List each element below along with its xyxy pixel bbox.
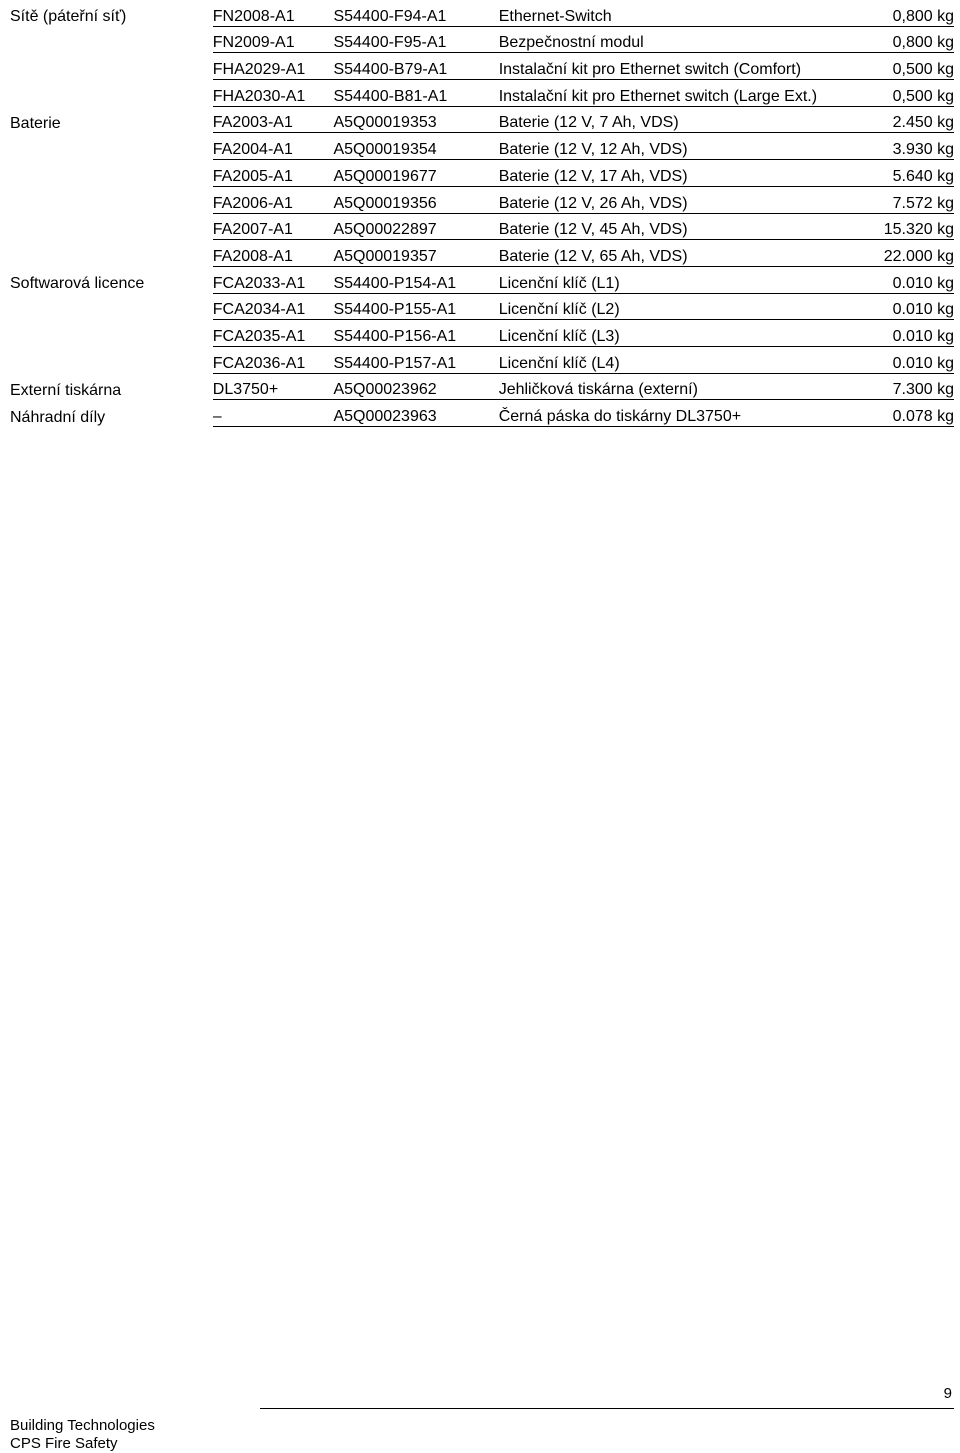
category-cell: Baterie bbox=[10, 114, 61, 132]
category-cell bbox=[10, 53, 213, 80]
category-cell: Náhradní díly bbox=[10, 408, 106, 426]
footer-company: Building Technologies bbox=[10, 1417, 155, 1434]
weight-cell: 0.010 kg bbox=[855, 266, 954, 293]
part-number-cell: A5Q00019353 bbox=[333, 106, 498, 133]
weight-cell: 15.320 kg bbox=[855, 213, 954, 240]
order-code-cell: FCA2033-A1 bbox=[213, 266, 334, 293]
weight-cell: 0.010 kg bbox=[855, 293, 954, 320]
weight-cell: 0.078 kg bbox=[855, 400, 954, 427]
part-number-cell: A5Q00019354 bbox=[333, 133, 498, 160]
order-code-cell: FA2006-A1 bbox=[213, 186, 334, 213]
table-row bbox=[10, 80, 954, 107]
order-code-cell: FN2008-A1 bbox=[213, 0, 334, 26]
category-cell bbox=[10, 213, 213, 240]
weight-cell: 3.930 kg bbox=[855, 133, 954, 160]
table-row bbox=[10, 373, 954, 400]
order-code-cell: FA2004-A1 bbox=[213, 133, 334, 160]
description-cell: Baterie (12 V, 12 Ah, VDS) bbox=[499, 133, 855, 160]
weight-cell: 5.640 kg bbox=[855, 160, 954, 187]
weight-cell: 0.010 kg bbox=[855, 346, 954, 373]
description-cell: Baterie (12 V, 7 Ah, VDS) bbox=[499, 106, 855, 133]
weight-cell: 0,500 kg bbox=[855, 53, 954, 80]
weight-cell: 0,800 kg bbox=[855, 0, 954, 26]
description-cell: Černá páska do tiskárny DL3750+ bbox=[499, 400, 855, 427]
description-cell: Jehličková tiskárna (externí) bbox=[499, 373, 855, 400]
table-row bbox=[10, 400, 954, 427]
weight-cell: 2.450 kg bbox=[855, 106, 954, 133]
order-code-cell: FCA2035-A1 bbox=[213, 320, 334, 347]
part-number-cell: A5Q00023963 bbox=[333, 400, 498, 427]
table-row bbox=[10, 53, 954, 80]
part-number-cell: S54400-P154-A1 bbox=[333, 266, 498, 293]
table-row bbox=[10, 266, 954, 293]
order-code-cell: FA2008-A1 bbox=[213, 240, 334, 267]
table-row bbox=[10, 293, 954, 320]
part-number-cell: A5Q00022897 bbox=[333, 213, 498, 240]
part-number-cell: A5Q00023962 bbox=[333, 373, 498, 400]
table-row bbox=[10, 186, 954, 213]
parts-table-body bbox=[10, 0, 954, 427]
part-number-cell: S54400-B81-A1 bbox=[333, 80, 498, 107]
table-row bbox=[10, 0, 954, 26]
order-code-cell: FA2005-A1 bbox=[213, 160, 334, 187]
order-code-cell: FCA2034-A1 bbox=[213, 293, 334, 320]
order-code-cell: FHA2030-A1 bbox=[213, 80, 334, 107]
table-row bbox=[10, 160, 954, 187]
part-number-cell: S54400-P157-A1 bbox=[333, 346, 498, 373]
category-cell bbox=[10, 133, 213, 160]
description-cell: Instalační kit pro Ethernet switch (Large Ext.) bbox=[499, 80, 855, 107]
footer-divider bbox=[260, 1408, 954, 1409]
order-code-cell: DL3750+ bbox=[213, 373, 334, 400]
part-number-cell: A5Q00019356 bbox=[333, 186, 498, 213]
description-cell: Ethernet-Switch bbox=[499, 0, 855, 26]
weight-cell: 22.000 kg bbox=[855, 240, 954, 267]
table-row bbox=[10, 106, 954, 133]
order-code-cell: – bbox=[213, 400, 334, 427]
category-cell bbox=[10, 293, 213, 320]
footer-division: CPS Fire Safety bbox=[10, 1435, 118, 1452]
category-cell bbox=[10, 320, 213, 347]
page-number: 9 bbox=[943, 1385, 952, 1402]
description-cell: Baterie (12 V, 45 Ah, VDS) bbox=[499, 213, 855, 240]
category-cell: Sítě (páteřní síť) bbox=[10, 8, 127, 26]
table-row bbox=[10, 133, 954, 160]
description-cell: Licenční klíč (L1) bbox=[499, 266, 855, 293]
part-number-cell: S54400-F94-A1 bbox=[333, 0, 498, 26]
description-cell: Instalační kit pro Ethernet switch (Comfort) bbox=[499, 53, 855, 80]
description-cell: Baterie (12 V, 17 Ah, VDS) bbox=[499, 160, 855, 187]
category-cell: Softwarová licence bbox=[10, 275, 145, 293]
weight-cell: 7.300 kg bbox=[855, 373, 954, 400]
part-number-cell: S54400-P155-A1 bbox=[333, 293, 498, 320]
table-row bbox=[10, 26, 954, 53]
category-cell bbox=[10, 240, 213, 267]
order-code-cell: FHA2029-A1 bbox=[213, 53, 334, 80]
category-cell bbox=[10, 160, 213, 187]
category-cell bbox=[10, 26, 213, 53]
weight-cell: 7.572 kg bbox=[855, 186, 954, 213]
order-code-cell: FA2007-A1 bbox=[213, 213, 334, 240]
category-cell bbox=[10, 346, 213, 373]
table-row bbox=[10, 320, 954, 347]
part-number-cell: A5Q00019677 bbox=[333, 160, 498, 187]
table-row bbox=[10, 240, 954, 267]
order-code-cell: FN2009-A1 bbox=[213, 26, 334, 53]
parts-table bbox=[10, 0, 954, 427]
part-number-cell: S54400-F95-A1 bbox=[333, 26, 498, 53]
description-cell: Licenční klíč (L2) bbox=[499, 293, 855, 320]
part-number-cell: S54400-P156-A1 bbox=[333, 320, 498, 347]
category-cell: Externí tiskárna bbox=[10, 381, 122, 399]
table-row bbox=[10, 346, 954, 373]
part-number-cell: S54400-B79-A1 bbox=[333, 53, 498, 80]
description-cell: Licenční klíč (L3) bbox=[499, 320, 855, 347]
order-code-cell: FA2003-A1 bbox=[213, 106, 334, 133]
part-number-cell: A5Q00019357 bbox=[333, 240, 498, 267]
category-cell bbox=[10, 80, 213, 107]
category-cell bbox=[10, 186, 213, 213]
description-cell: Licenční klíč (L4) bbox=[499, 346, 855, 373]
description-cell: Baterie (12 V, 65 Ah, VDS) bbox=[499, 240, 855, 267]
description-cell: Bezpečnostní modul bbox=[499, 26, 855, 53]
weight-cell: 0,500 kg bbox=[855, 80, 954, 107]
order-code-cell: FCA2036-A1 bbox=[213, 346, 334, 373]
description-cell: Baterie (12 V, 26 Ah, VDS) bbox=[499, 186, 855, 213]
table-row bbox=[10, 213, 954, 240]
weight-cell: 0.010 kg bbox=[855, 320, 954, 347]
weight-cell: 0,800 kg bbox=[855, 26, 954, 53]
